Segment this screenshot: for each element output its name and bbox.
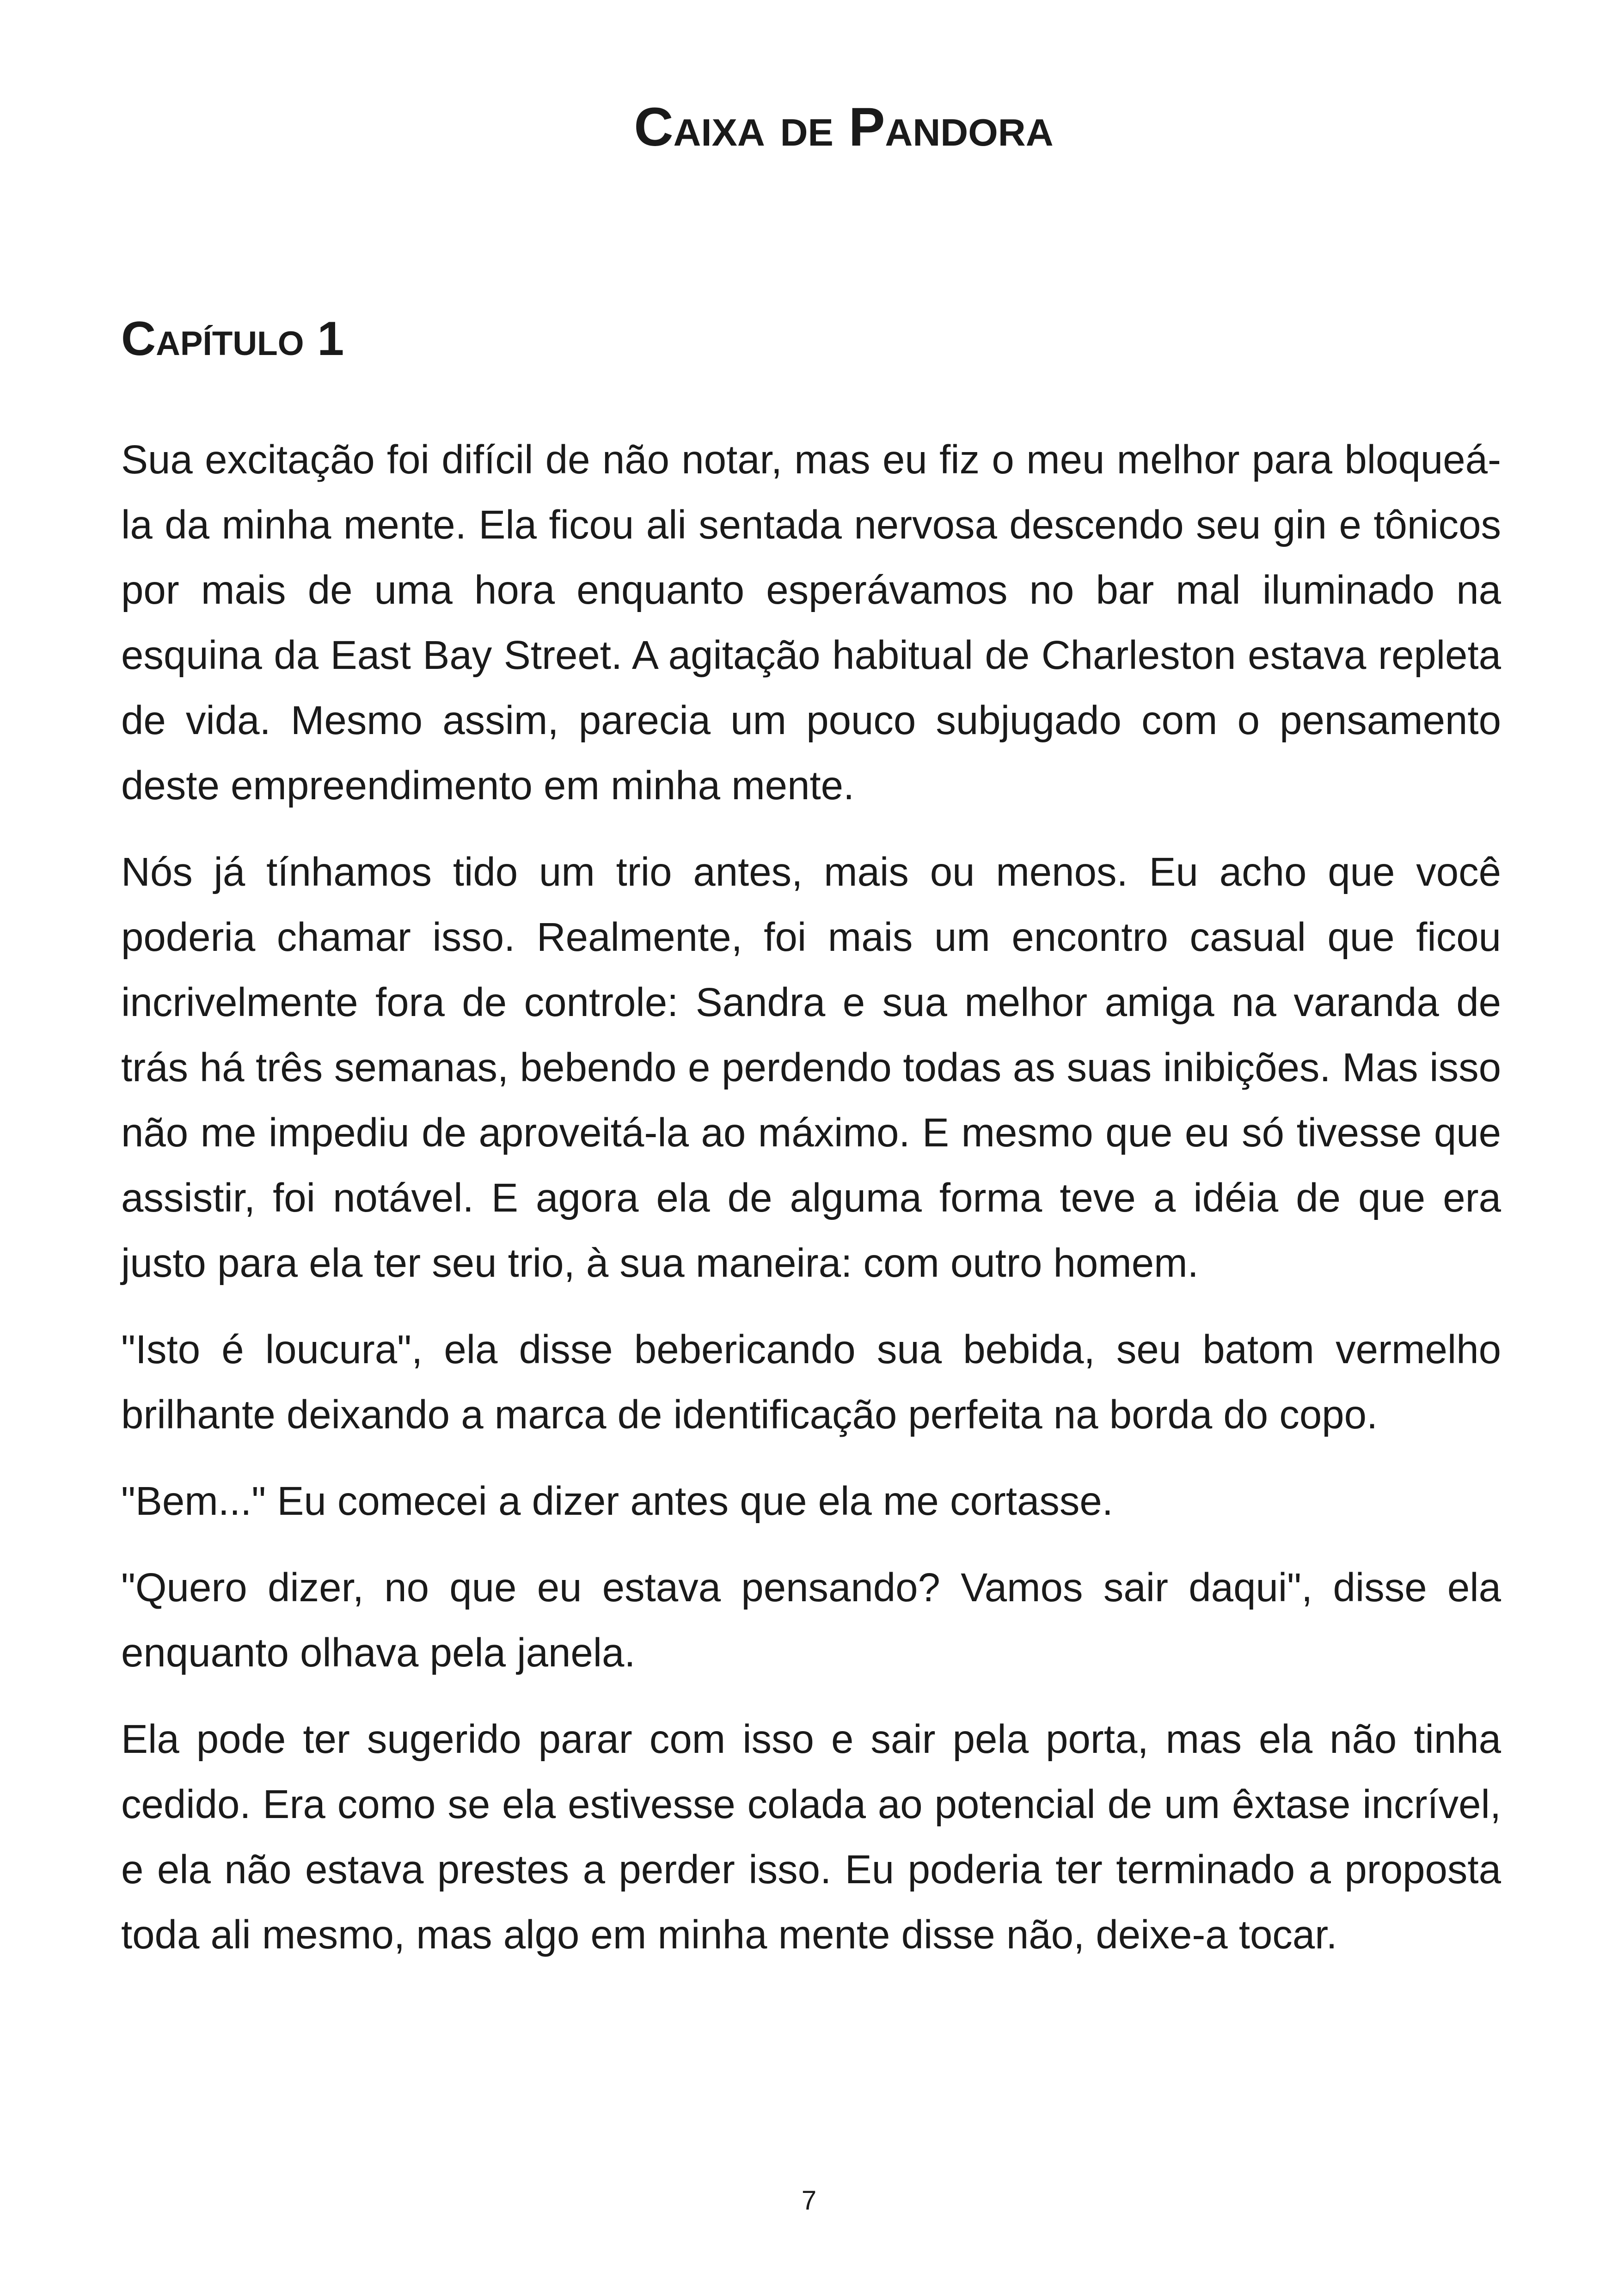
book-title: Caixa de Pandora (634, 97, 1054, 158)
page-number: 7 (801, 2186, 817, 2216)
paragraph: "Isto é loucura", ela disse bebericando sua bebida, seu batom vermelho brilhante deixando a marca de identificação perfeita na borda do copo. (121, 1327, 1501, 1437)
paragraph: Nós já tínhamos tido um trio antes, mais ou menos. Eu acho que você poderia chamar isso. Realmente, foi mais um encontro casual que ficou incrivelmente fora de controle: Sandra e sua melhor amiga na varanda de trás há três semanas, bebendo e perdendo todas as suas inibições. Mas isso não me impediu de aproveitá-la ao máximo. E mesmo que eu só tivesse que assistir, foi notável. E agora ela de alguma forma teve a idéia de que era justo para ela ter seu trio, à sua maneira: com outro homem. (121, 850, 1501, 1286)
chapter-title: Capítulo 1 (121, 312, 344, 366)
paragraph: "Quero dizer, no que eu estava pensando? Vamos sair daqui", disse ela enquanto olhava pela janela. (121, 1565, 1501, 1675)
paragraph: Sua excitação foi difícil de não notar, mas eu fiz o meu melhor para bloqueá-la da minha mente. Ela ficou ali sentada nervosa descendo seu gin e tônicos por mais de uma hora enquanto esperávamos no bar mal iluminado na esquina da East Bay Street. A agitação habitual de Charleston estava repleta de vida. Mesmo assim, parecia um pouco subjugado com o pensamento deste empreendimento em minha mente. (121, 437, 1501, 808)
chapter-body (121, 427, 1501, 1989)
paragraph: Ela pode ter sugerido parar com isso e sair pela porta, mas ela não tinha cedido. Era como se ela estivesse colada ao potencial de um êxtase incrível, e ela não estava prestes a perder isso. Eu poderia ter terminado a proposta toda ali mesmo, mas algo em minha mente disse não, deixe-a tocar. (121, 1717, 1501, 1957)
paragraph: "Bem..." Eu comecei a dizer antes que ela me cortasse. (121, 1479, 1113, 1524)
